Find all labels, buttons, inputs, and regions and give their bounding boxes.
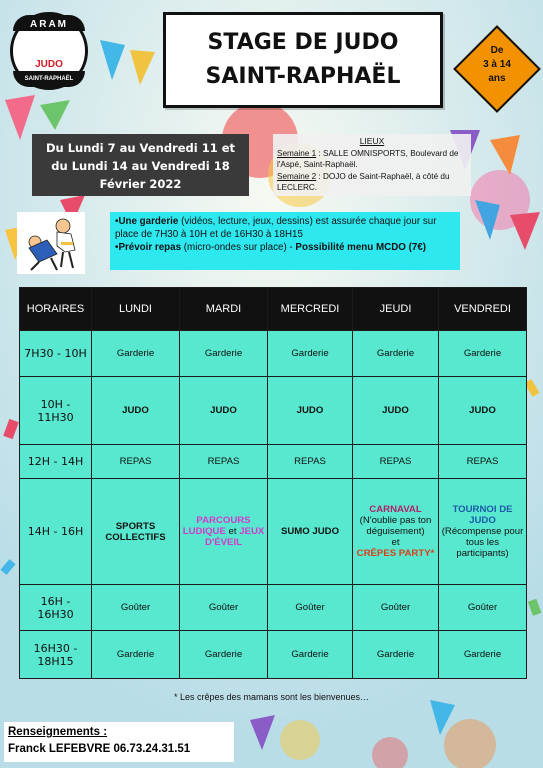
header-vendredi: VENDREDI <box>439 288 527 331</box>
header-jeudi: JEUDI <box>353 288 439 331</box>
time-cell: 16H - 16H30 <box>20 585 92 631</box>
table-row <box>20 377 527 445</box>
age-badge-text: De 3 à 14 ans <box>483 45 511 84</box>
activity-cell: PARCOURS LUDIQUE et JEUX D'ÉVEIL <box>180 479 268 585</box>
time-cell: 10H - 11H30 <box>20 377 92 445</box>
activity-cell: JUDO <box>353 377 439 445</box>
activity-cell: TOURNOI DE JUDO (Récompense pour tous les participants) <box>439 479 527 585</box>
activity-cell: JUDO <box>268 377 353 445</box>
activity-cell: Garderie <box>353 331 439 377</box>
table-row <box>20 479 527 585</box>
activity-cell: JUDO <box>92 377 180 445</box>
activity-cell: Garderie <box>268 331 353 377</box>
contact-name: Franck LEFEBVRE 06.73.24.31.51 <box>8 743 191 755</box>
activity-cell: Garderie <box>92 331 180 377</box>
activity-cell: REPAS <box>353 445 439 479</box>
activity-cell: Garderie <box>268 631 353 679</box>
activity-cell: Garderie <box>439 331 527 377</box>
activity-cell: JUDO <box>180 377 268 445</box>
activity-cell: Goûter <box>180 585 268 631</box>
time-cell: 12H - 14H <box>20 445 92 479</box>
schedule-table <box>19 287 527 679</box>
activity-cell: SUMO JUDO <box>268 479 353 585</box>
activity-cell: Garderie <box>353 631 439 679</box>
contact-box <box>4 722 234 762</box>
activity-cell: Goûter <box>353 585 439 631</box>
time-cell: 16H30 - 18H15 <box>20 631 92 679</box>
footnote: * Les crêpes des mamans sont les bienvenues… <box>173 692 370 702</box>
contact-heading: Renseignements : <box>8 726 108 738</box>
header-mercredi: MERCREDI <box>268 288 353 331</box>
activity-cell: JUDO <box>439 377 527 445</box>
time-cell: 14H - 16H <box>20 479 92 585</box>
activity-cell: REPAS <box>268 445 353 479</box>
club-logo: ARAM JUDO SAINT-RAPHAËL <box>10 12 88 90</box>
info-box: •Une garderie (vidéos, lecture, jeux, dessins) est assurée chaque jour sur place de 7H30 à 10H et de 16H30 à 18H15 •Prévoir repas (micro-ondes sur place) - Possibilité menu MCDO (7€) <box>110 212 460 270</box>
dates-box: Du Lundi 7 au Vendredi 11 et du Lundi 14 au Vendredi 18 Février 2022 <box>32 134 249 196</box>
header-horaires: HORAIRES <box>20 288 92 331</box>
schedule-header-row <box>20 288 527 331</box>
activity-cell: CARNAVAL (N'oublie pas ton déguisement) et CRÊPES PARTY* <box>353 479 439 585</box>
locations-box: LIEUX Semaine 1 : SALLE OMNISPORTS, Boulevard de l'Aspé, Saint-Raphaël. Semaine 2 : DOJO de Saint-Raphaël, à côté du LECLERC. <box>273 134 471 196</box>
page-title: STAGE DE JUDO SAINT-RAPHAËL <box>163 12 443 108</box>
table-row <box>20 331 527 377</box>
time-cell: 7H30 - 10H <box>20 331 92 377</box>
activity-cell: Goûter <box>92 585 180 631</box>
activity-cell: Goûter <box>439 585 527 631</box>
activity-cell: REPAS <box>180 445 268 479</box>
activity-cell: REPAS <box>439 445 527 479</box>
judoka-illustration <box>17 212 85 274</box>
table-row <box>20 585 527 631</box>
header-lundi: LUNDI <box>92 288 180 331</box>
activity-cell: Garderie <box>92 631 180 679</box>
table-row <box>20 631 527 679</box>
header-mardi: MARDI <box>180 288 268 331</box>
activity-cell: Garderie <box>180 631 268 679</box>
activity-cell: SPORTS COLLECTIFS <box>92 479 180 585</box>
logo-judo-text: JUDO <box>35 59 63 70</box>
activity-cell: Goûter <box>268 585 353 631</box>
activity-cell: Garderie <box>439 631 527 679</box>
activity-cell: REPAS <box>92 445 180 479</box>
activity-cell: Garderie <box>180 331 268 377</box>
table-row <box>20 445 527 479</box>
